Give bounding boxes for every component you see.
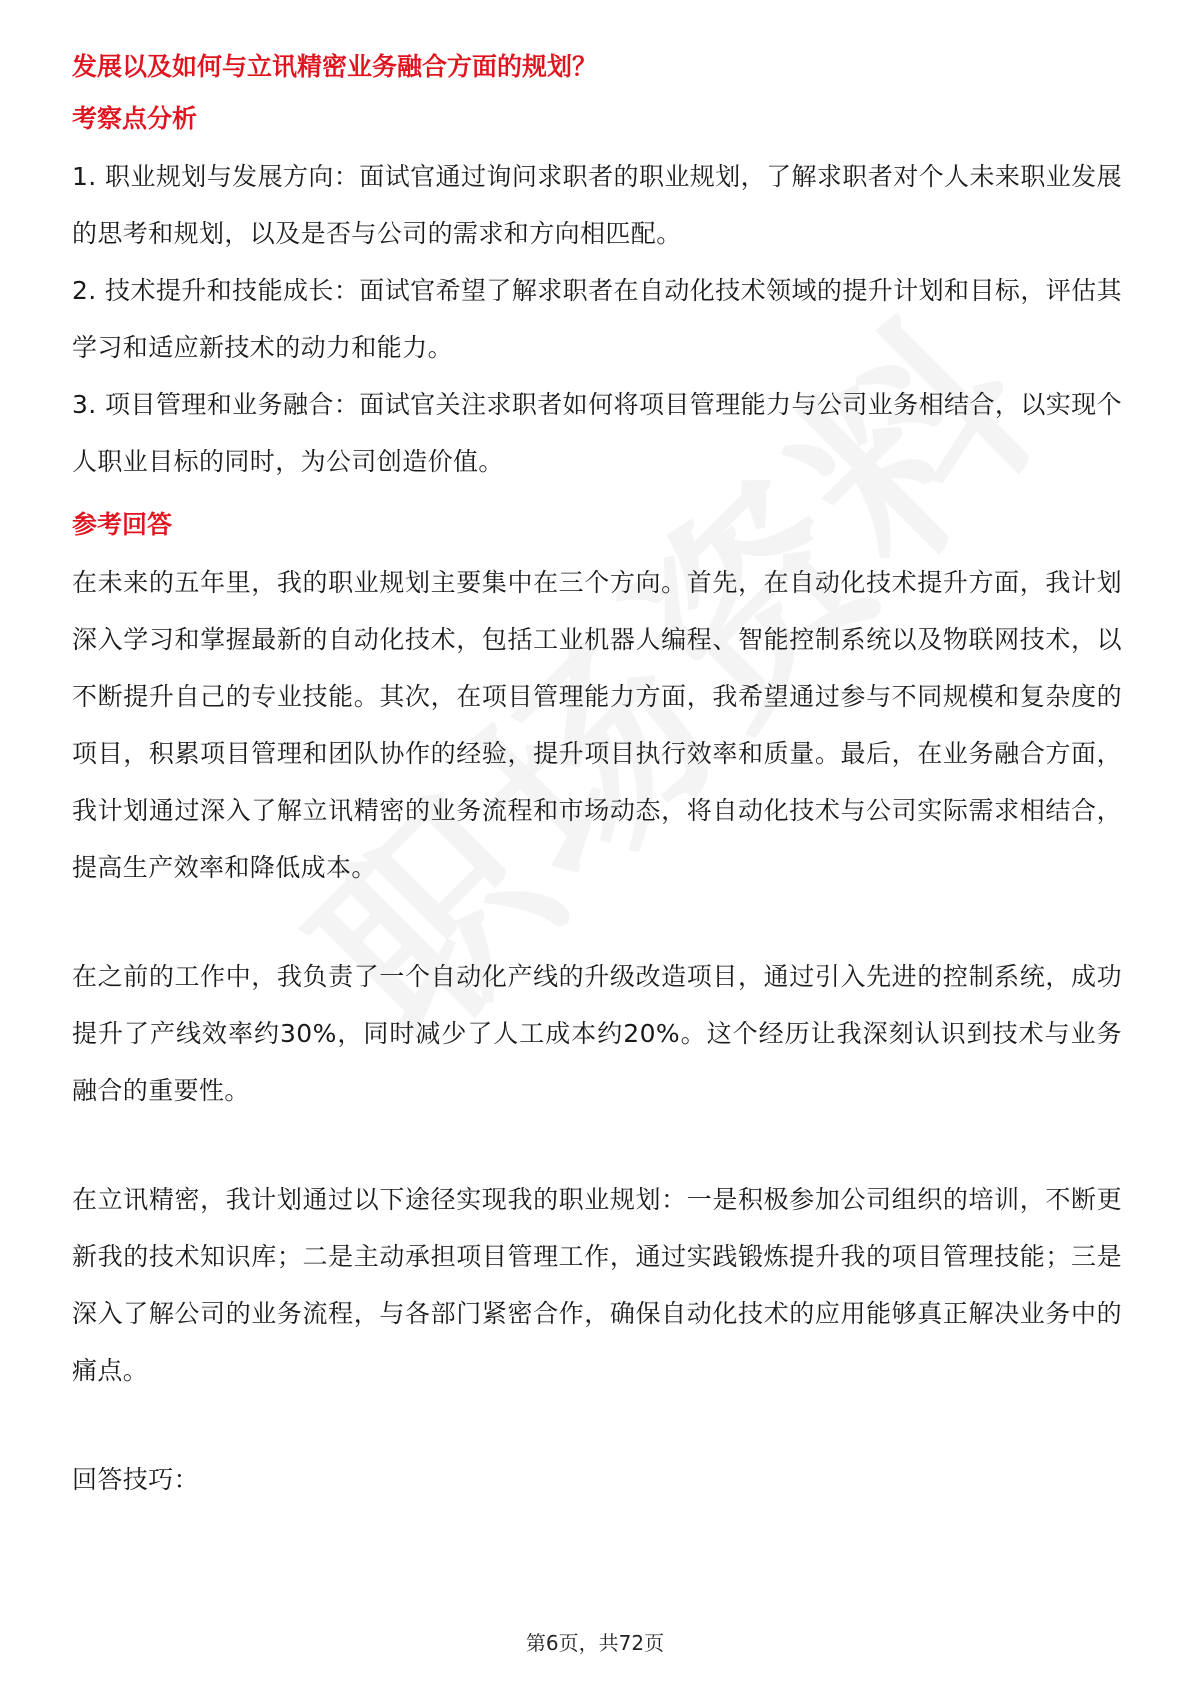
paragraph-spacer	[72, 1119, 1122, 1171]
analysis-point-1: 1. 职业规划与发展方向：面试官通过询问求职者的职业规划，了解求职者对个人未来职业发展的思考和规划，以及是否与公司的需求和方向相匹配。	[72, 162, 1122, 248]
paragraph-spacer	[72, 896, 1122, 948]
document-body	[72, 48, 1122, 1508]
reference-heading: 参考回答	[72, 510, 173, 539]
page-footer: 第6页，共72页	[525, 1631, 665, 1655]
reference-paragraph-3: 在立讯精密，我计划通过以下途径实现我的职业规划：一是积极参加公司组织的培训，不断更新我的技术知识库；二是主动承担项目管理工作，通过实践锻炼提升我的项目管理技能；三是深入了解公司的业务流程，与各部门紧密合作，确保自动化技术的应用能够真正解决业务中的痛点。	[72, 1185, 1122, 1385]
reference-paragraph-2: 在之前的工作中，我负责了一个自动化产线的升级改造项目，通过引入先进的控制系统，成功提升了产线效率约30%，同时减少了人工成本约20%。这个经历让我深刻认识到技术与业务融合的重要性。	[72, 962, 1122, 1105]
tips-label: 回答技巧：	[72, 1465, 200, 1494]
analysis-heading: 考察点分析	[72, 104, 198, 133]
question-title: 发展以及如何与立讯精密业务融合方面的规划？	[72, 52, 598, 81]
reference-paragraph-1: 在未来的五年里，我的职业规划主要集中在三个方向。首先，在自动化技术提升方面，我计划深入学习和掌握最新的自动化技术，包括工业机器人编程、智能控制系统以及物联网技术，以不断提升自己的专业技能。其次，在项目管理能力方面，我希望通过参与不同规模和复杂度的项目，积累项目管理和团队协作的经验，提升项目执行效率和质量。最后，在业务融合方面，我计划通过深入了解立讯精密的业务流程和市场动态，将自动化技术与公司实际需求相结合，提高生产效率和降低成本。	[72, 568, 1122, 882]
analysis-point-3: 3. 项目管理和业务融合：面试官关注求职者如何将项目管理能力与公司业务相结合，以实现个人职业目标的同时，为公司创造价值。	[72, 390, 1122, 476]
analysis-point-2: 2. 技术提升和技能成长：面试官希望了解求职者在自动化技术领域的提升计划和目标，评估其学习和适应新技术的动力和能力。	[72, 276, 1122, 362]
section-spacer	[72, 490, 1122, 506]
paragraph-spacer	[72, 1399, 1122, 1451]
